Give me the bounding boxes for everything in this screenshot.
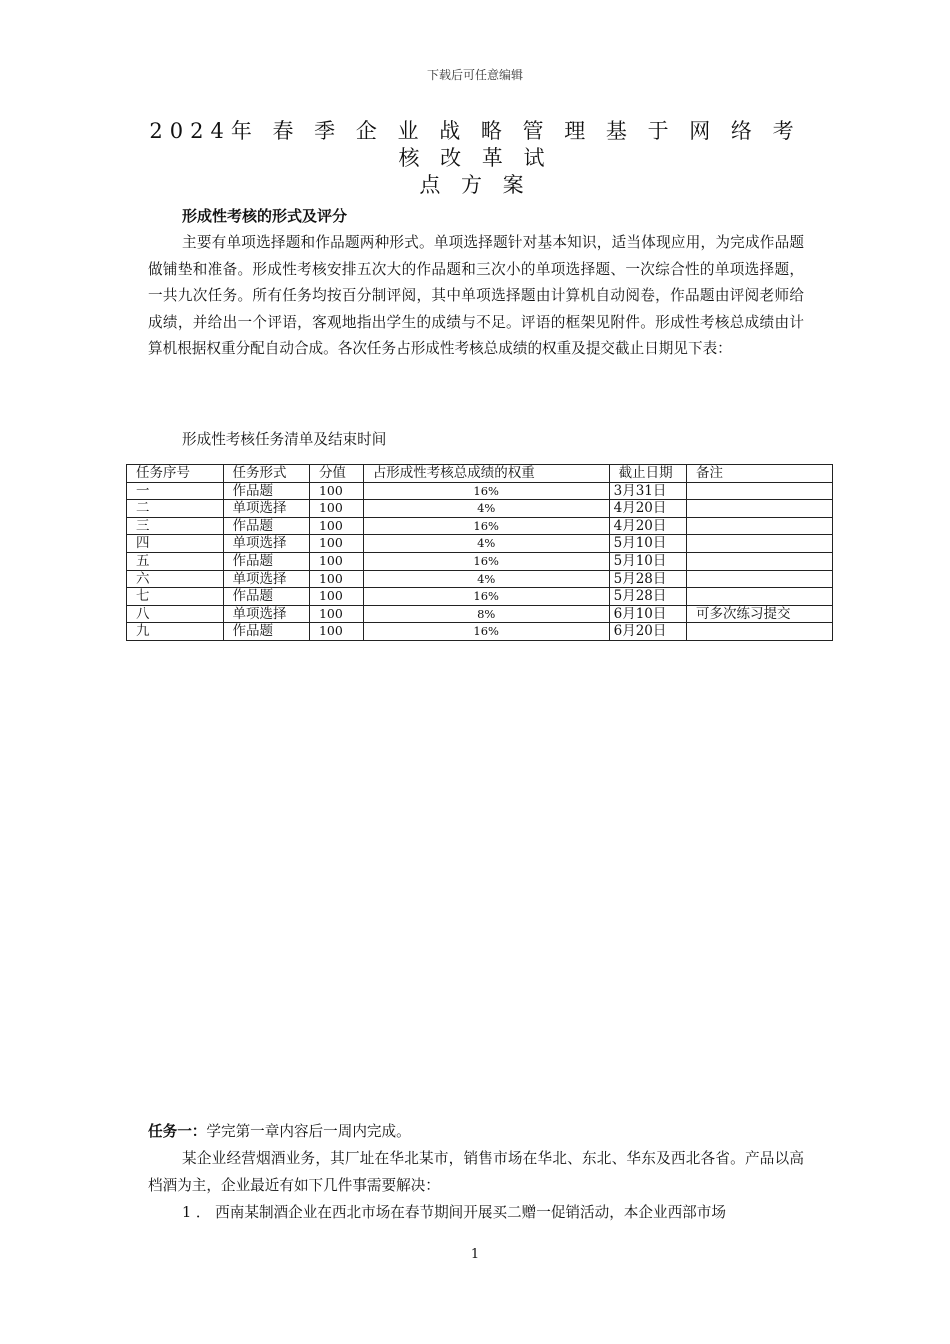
task-schedule-table	[126, 464, 833, 641]
header-score: 分值	[309, 465, 363, 483]
title-line-1: 2024年 春 季 企 业 战 略 管 理 基 于 网 络 考 核 改 革 试	[149, 119, 801, 170]
cell-task-number: 九	[127, 623, 224, 641]
cell-weight: 4%	[363, 535, 609, 553]
table-row	[127, 535, 833, 553]
table-row	[127, 500, 833, 518]
cell-remarks	[687, 588, 833, 606]
cell-task-form: 作品题	[223, 623, 309, 641]
header-remarks: 备注	[687, 465, 833, 483]
cell-task-form: 单项选择	[223, 535, 309, 553]
cell-task-form: 作品题	[223, 588, 309, 606]
task-one-text: 学完第一章内容后一周内完成。	[206, 1123, 411, 1140]
cell-remarks	[687, 570, 833, 588]
cell-weight: 16%	[363, 482, 609, 500]
header-deadline: 截止日期	[609, 465, 686, 483]
page-number: 1	[470, 1247, 480, 1262]
table-caption: 形成性考核任务清单及结束时间	[182, 431, 387, 448]
cell-weight: 16%	[363, 517, 609, 535]
cell-task-number: 三	[127, 517, 224, 535]
cell-score: 100	[309, 500, 363, 518]
cell-deadline: 5月28日	[609, 570, 686, 588]
cell-score: 100	[309, 482, 363, 500]
cell-task-form: 作品题	[223, 482, 309, 500]
cell-deadline: 3月31日	[609, 482, 686, 500]
cell-remarks	[687, 552, 833, 570]
table-row	[127, 623, 833, 641]
header-weight: 占形成性考核总成绩的权重	[363, 465, 609, 483]
table-row	[127, 552, 833, 570]
task-one-line	[148, 1120, 411, 1141]
cell-remarks	[687, 535, 833, 553]
list-item-1: 1 ． 西南某制酒企业在西北市场在春节期间开展买二赠一促销活动，本企业西部市场	[182, 1204, 726, 1221]
cell-remarks	[687, 482, 833, 500]
cell-remarks: 可多次练习提交	[687, 605, 833, 623]
cell-weight: 16%	[363, 552, 609, 570]
cell-task-number: 一	[127, 482, 224, 500]
intro-paragraph: 主要有单项选择题和作品题两种形式。单项选择题针对基本知识，适当体现应用，为完成作品题做铺垫和准备。形成性考核安排五次大的作品题和三次小的单项选择题、一次综合性的单项选择题，一共九次任务。所有任务均按百分制评阅，其中单项选择题由计算机自动阅卷，作品题由评阅老师给成绩，并给出一个评语，客观地指出学生的成绩与不足。评语的框架见附件。形成性考核总成绩由计算机根据权重分配自动合成。各次任务占形成性考核总成绩的权重及提交截止日期见下表：	[148, 234, 804, 357]
title-line-2: 点 方 案	[419, 173, 531, 197]
cell-task-form: 单项选择	[223, 570, 309, 588]
cell-deadline: 4月20日	[609, 517, 686, 535]
header-task-form: 任务形式	[223, 465, 309, 483]
document-title	[140, 118, 810, 199]
cell-score: 100	[309, 552, 363, 570]
cell-weight: 8%	[363, 605, 609, 623]
section-heading: 形成性考核的形式及评分	[182, 207, 348, 225]
cell-task-number: 四	[127, 535, 224, 553]
cell-deadline: 6月10日	[609, 605, 686, 623]
cell-task-number: 八	[127, 605, 224, 623]
cell-deadline: 5月10日	[609, 535, 686, 553]
cell-task-form: 作品题	[223, 517, 309, 535]
cell-task-form: 单项选择	[223, 500, 309, 518]
cell-deadline: 6月20日	[609, 623, 686, 641]
cell-task-form: 作品题	[223, 552, 309, 570]
cell-weight: 4%	[363, 570, 609, 588]
cell-score: 100	[309, 588, 363, 606]
cell-score: 100	[309, 623, 363, 641]
table-row	[127, 517, 833, 535]
cell-weight: 16%	[363, 623, 609, 641]
cell-deadline: 5月10日	[609, 552, 686, 570]
cell-task-number: 七	[127, 588, 224, 606]
cell-deadline: 4月20日	[609, 500, 686, 518]
cell-weight: 16%	[363, 588, 609, 606]
header-note: 下载后可任意编辑	[426, 68, 523, 82]
cell-remarks	[687, 517, 833, 535]
table-row	[127, 605, 833, 623]
cell-deadline: 5月28日	[609, 588, 686, 606]
cell-remarks	[687, 500, 833, 518]
case-paragraph: 某企业经营烟酒业务，其厂址在华北某市，销售市场在华北、东北、华东及西北各省。产品以高档酒为主，企业最近有如下几件事需要解决：	[148, 1150, 804, 1194]
task-one-label: 任务一：	[148, 1123, 207, 1140]
table-row	[127, 570, 833, 588]
cell-task-number: 六	[127, 570, 224, 588]
table-header-row	[127, 465, 833, 483]
cell-score: 100	[309, 570, 363, 588]
cell-score: 100	[309, 535, 363, 553]
header-task-number: 任务序号	[127, 465, 224, 483]
cell-remarks	[687, 623, 833, 641]
cell-score: 100	[309, 517, 363, 535]
cell-weight: 4%	[363, 500, 609, 518]
cell-task-form: 单项选择	[223, 605, 309, 623]
cell-score: 100	[309, 605, 363, 623]
cell-task-number: 二	[127, 500, 224, 518]
table-row	[127, 482, 833, 500]
table-row	[127, 588, 833, 606]
cell-task-number: 五	[127, 552, 224, 570]
